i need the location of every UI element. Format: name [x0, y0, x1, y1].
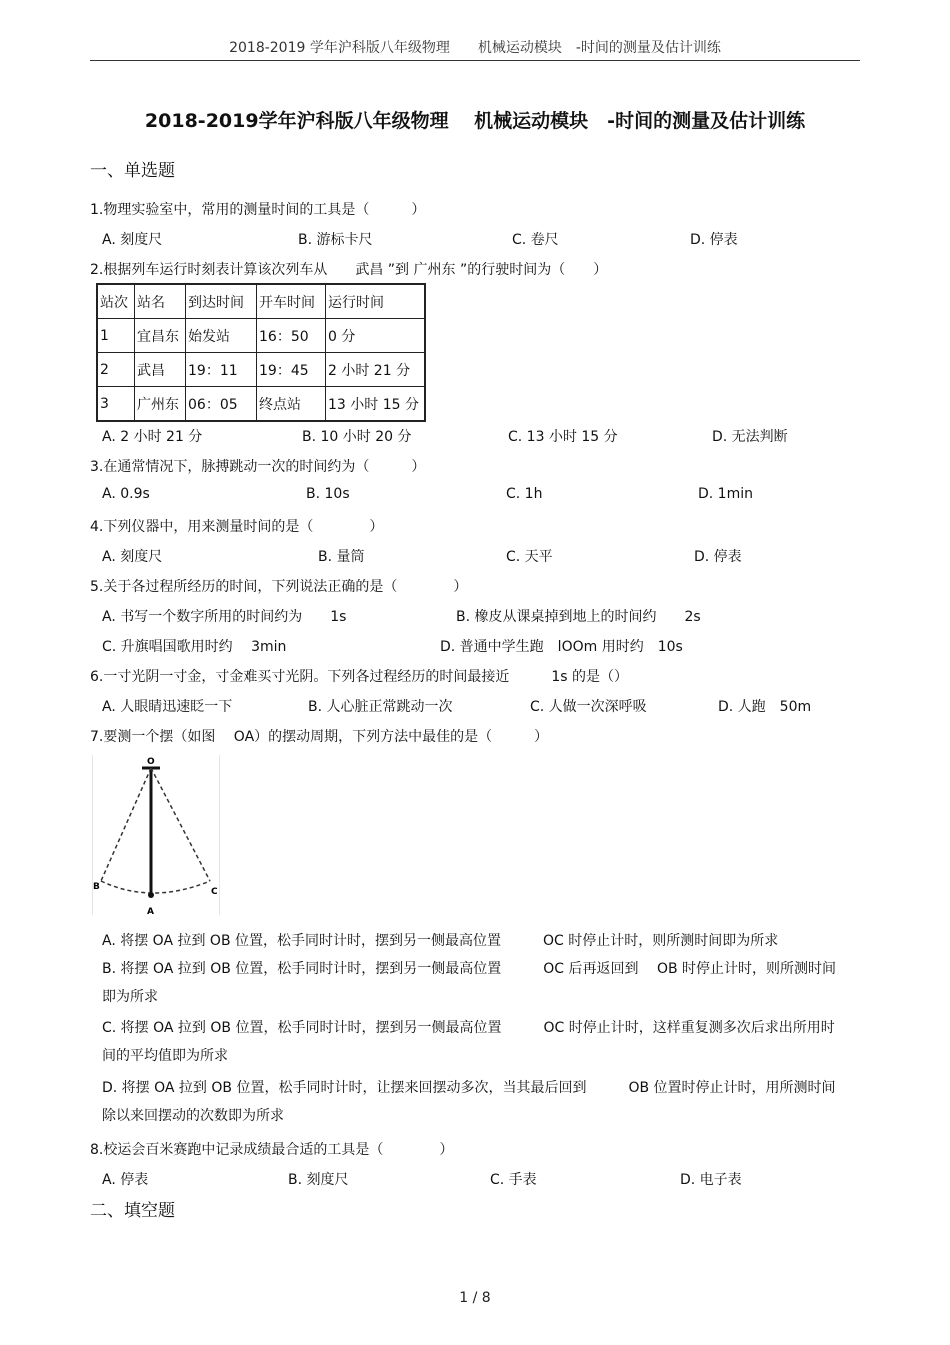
table-header-cell: 运行时间: [326, 284, 426, 319]
question-8-option-a: A. 停表: [102, 1172, 149, 1188]
table-cell: 19：11: [186, 353, 257, 387]
table-cell: 2: [97, 353, 135, 387]
label-o: O: [147, 757, 155, 767]
question-1-stem: 1.物理实验室中，常用的测量时间的工具是（ ）: [90, 202, 426, 218]
question-5-option-c: C. 升旗唱国歌用时约 3min: [102, 639, 287, 655]
question-7-option-a: A. 将摆 OA 拉到 OB 位置，松手同时计时，摆到另一侧最高位置 OC 时停止计时，则所测时间即为所求: [102, 933, 779, 949]
question-3-option-a: A. 0.9s: [102, 486, 150, 502]
question-8-option-c: C. 手表: [490, 1172, 537, 1188]
table-header-cell: 站名: [135, 284, 186, 319]
question-3-option-c: C. 1h: [506, 486, 543, 502]
page-header: 2018-2019 学年沪科版八年级物理 机械运动模块 -时间的测量及估计训练: [229, 40, 721, 56]
swing-arc: [101, 881, 210, 893]
page-number: 1 / 8: [459, 1290, 491, 1306]
question-4-option-a: A. 刻度尺: [102, 549, 163, 565]
table-cell: 终点站: [257, 387, 326, 422]
table-header-cell: 到达时间: [186, 284, 257, 319]
question-1-option-b: B. 游标卡尺: [298, 232, 373, 248]
table-cell: 16：50: [257, 319, 326, 353]
pendulum-bob: [148, 892, 154, 898]
question-5-option-b: B. 橡皮从课桌掉到地上的时间约 2s: [456, 609, 701, 625]
question-1-option-c: C. 卷尺: [512, 232, 559, 248]
question-6-stem: 6.一寸光阴一寸金，寸金难买寸光阴。下列各过程经历的时间最接近 1s 的是（）: [90, 669, 629, 685]
question-2-stem: 2.根据列车运行时刻表计算该次列车从 武昌 ”到 广州东 ”的行驶时间为（ ）: [90, 262, 608, 278]
header-divider: [90, 60, 860, 61]
label-a: A: [147, 907, 154, 915]
table-cell: 2 小时 21 分: [326, 353, 426, 387]
question-7-option-b: B. 将摆 OA 拉到 OB 位置，松手同时计时，摆到另一侧最高位置 OC 后再返回到 OB 时停止计时，则所测时间即为所求: [102, 961, 837, 1005]
question-2-option-d: D. 无法判断: [712, 429, 788, 445]
question-6-option-a: A. 人眼睛迅速眨一下: [102, 699, 233, 715]
table-cell: 19：45: [257, 353, 326, 387]
document-title: 2018-2019学年沪科版八年级物理 机械运动模块 -时间的测量及估计训练: [144, 110, 806, 132]
question-1-option-a: A. 刻度尺: [102, 232, 163, 248]
question-5-stem: 5.关于各过程所经历的时间，下列说法正确的是（ ）: [90, 579, 468, 595]
question-7-option-d: D. 将摆 OA 拉到 OB 位置，松手同时计时，让摆来回摆动多次，当其最后回到 OB 位置时停止计时，用所测时间除以来回摆动的次数即为所求: [102, 1080, 836, 1124]
question-4-option-c: C. 天平: [506, 549, 553, 565]
question-4-option-d: D. 停表: [694, 549, 742, 565]
question-7-stem: 7.要测一个摆（如图 OA）的摆动周期，下列方法中最佳的是（ ）: [90, 729, 549, 745]
table-cell: 广州东: [135, 387, 186, 422]
table-header-row: [97, 284, 425, 319]
table-header-cell: 开车时间: [257, 284, 326, 319]
table-cell: 3: [97, 387, 135, 422]
train-schedule-table: [96, 283, 426, 422]
question-5-option-d: D. 普通中学生跑 lOOm 用时约 10s: [440, 639, 683, 655]
question-2-option-b: B. 10 小时 20 分: [302, 429, 412, 445]
table-header-cell: 站次: [97, 284, 135, 319]
pendulum-line-oc: [151, 768, 210, 881]
label-b: B: [93, 882, 100, 892]
question-3-stem: 3.在通常情况下，脉搏跳动一次的时间约为（ ）: [90, 459, 426, 475]
pendulum-figure: [92, 755, 220, 915]
table-row: [97, 319, 425, 353]
section-heading-single-choice: 一、单选题: [90, 161, 175, 181]
table-cell: 武昌: [135, 353, 186, 387]
table-cell: 宜昌东: [135, 319, 186, 353]
pendulum-line-ob: [101, 768, 151, 881]
table-row: [97, 387, 425, 422]
table-cell: 13 小时 15 分: [326, 387, 426, 422]
question-2-option-c: C. 13 小时 15 分: [508, 429, 618, 445]
table-cell: 1: [97, 319, 135, 353]
question-8-stem: 8.校运会百米赛跑中记录成绩最合适的工具是（ ）: [90, 1142, 454, 1158]
question-6-option-d: D. 人跑 50m: [718, 699, 812, 715]
section-heading-fill-blank: 二、填空题: [90, 1201, 175, 1221]
question-8-option-b: B. 刻度尺: [288, 1172, 349, 1188]
question-6-option-c: C. 人做一次深呼吸: [530, 699, 647, 715]
question-8-option-d: D. 电子表: [680, 1172, 742, 1188]
question-4-option-b: B. 量筒: [318, 549, 365, 565]
question-1-option-d: D. 停表: [690, 232, 738, 248]
question-4-stem: 4.下列仪器中，用来测量时间的是（ ）: [90, 519, 384, 535]
question-3-option-b: B. 10s: [306, 486, 350, 502]
question-3-option-d: D. 1min: [698, 486, 753, 502]
question-7-option-c: C. 将摆 OA 拉到 OB 位置，松手同时计时，摆到另一侧最高位置 OC 时停止计时，这样重复测多次后求出所用时间的平均值即为所求: [102, 1020, 835, 1064]
question-6-option-b: B. 人心脏正常跳动一次: [308, 699, 453, 715]
table-cell: 0 分: [326, 319, 426, 353]
table-cell: 06：05: [186, 387, 257, 422]
label-c: C: [211, 887, 218, 897]
question-5-option-a: A. 书写一个数字所用的时间约为 1s: [102, 609, 347, 625]
question-2-option-a: A. 2 小时 21 分: [102, 429, 203, 445]
table-cell: 始发站: [186, 319, 257, 353]
table-row: [97, 353, 425, 387]
